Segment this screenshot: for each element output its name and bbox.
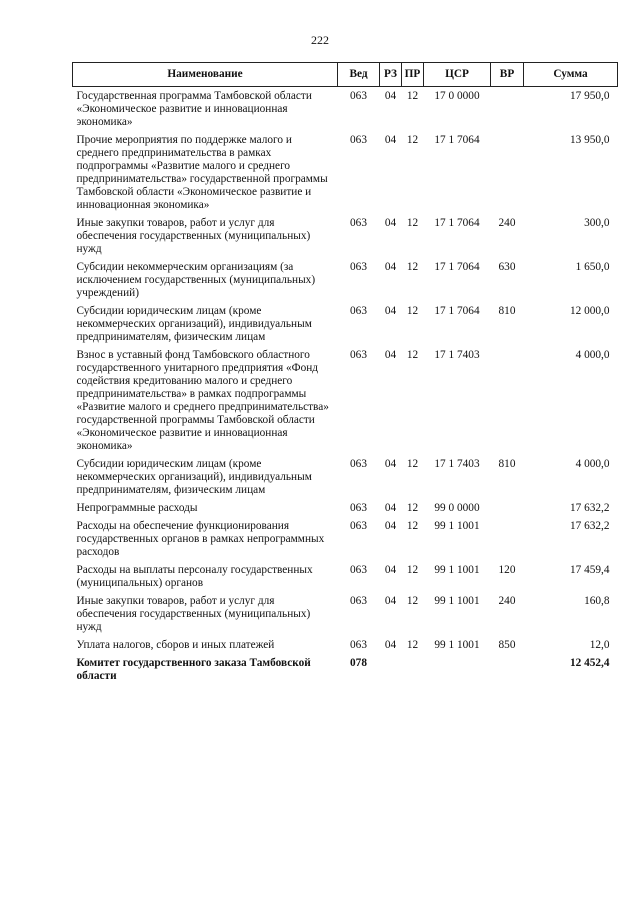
- cell-name: Иные закупки товаров, работ и услуг для обеспечения государственных (муниципальных) нужд: [76, 595, 311, 633]
- cell-csr: 99 1 1001: [434, 595, 480, 607]
- cell-vr: 240: [498, 595, 516, 607]
- cell-vr: [491, 497, 524, 515]
- cell-sum: 160,8: [584, 595, 610, 607]
- cell-ved: 063: [350, 564, 367, 576]
- table-row: [73, 453, 618, 497]
- header-ved: Вед: [338, 63, 380, 87]
- cell-sum: 4 000,0: [575, 349, 610, 361]
- table-header: [73, 63, 618, 87]
- cell-name: Комитет государственного заказа Тамбовской области: [76, 657, 311, 682]
- table-body: [73, 87, 618, 684]
- header-pr: ПР: [402, 63, 424, 87]
- table-row: [73, 300, 618, 344]
- cell-vr: 810: [498, 305, 516, 317]
- cell-csr: 99 1 1001: [434, 639, 480, 651]
- table-row: [73, 87, 618, 130]
- cell-csr: 17 1 7064: [434, 261, 480, 273]
- cell-rz: 04: [384, 349, 397, 361]
- cell-vr: [491, 515, 524, 559]
- cell-name: Субсидии юридическим лицам (кроме некоммерческих организаций), индивидуальным предпринимателям, физическим лицам: [76, 305, 312, 343]
- table-row: [73, 129, 618, 212]
- cell-vr: [491, 652, 524, 683]
- header-csr: ЦСР: [424, 63, 491, 87]
- cell-sum: 4 000,0: [575, 458, 610, 470]
- cell-name: Субсидии юридическим лицам (кроме некоммерческих организаций), индивидуальным предпринимателям, физическим лицам: [76, 458, 312, 496]
- cell-pr: 12: [406, 502, 419, 514]
- cell-pr: 12: [406, 349, 419, 361]
- cell-sum: 1 650,0: [575, 261, 610, 273]
- cell-sum: 17 632,2: [569, 520, 610, 532]
- cell-vr: [491, 344, 524, 453]
- cell-name: Уплата налогов, сборов и иных платежей: [76, 639, 275, 651]
- cell-csr: 17 0 0000: [434, 90, 480, 102]
- table-row: [73, 559, 618, 590]
- table-row: [73, 515, 618, 559]
- cell-csr: 17 1 7064: [434, 217, 480, 229]
- cell-rz: 04: [384, 134, 397, 146]
- cell-pr: 12: [406, 520, 419, 532]
- cell-name: Расходы на выплаты персоналу государственных (муниципальных) органов: [76, 564, 313, 589]
- cell-sum: 300,0: [584, 217, 610, 229]
- cell-sum: 12 000,0: [569, 305, 610, 317]
- cell-sum: 13 950,0: [569, 134, 610, 146]
- cell-ved: 063: [350, 134, 367, 146]
- header-rz: РЗ: [380, 63, 402, 87]
- cell-ved: 063: [350, 90, 367, 102]
- cell-pr: 12: [406, 305, 419, 317]
- cell-vr: 810: [498, 458, 516, 470]
- cell-rz: 04: [384, 217, 397, 229]
- cell-rz: 04: [384, 595, 397, 607]
- cell-name: Расходы на обеспечение функционирования государственных органов в рамках непрограммных расходов: [76, 520, 325, 558]
- cell-ved: 063: [350, 217, 367, 229]
- page-number: 222: [311, 33, 329, 47]
- cell-pr: 12: [406, 134, 419, 146]
- cell-sum: 12,0: [589, 639, 610, 651]
- cell-pr: 12: [406, 564, 419, 576]
- cell-vr: 240: [498, 217, 516, 229]
- table-row: [73, 497, 618, 515]
- table-row: [73, 652, 618, 683]
- cell-rz: 04: [384, 458, 397, 470]
- cell-pr: 12: [406, 261, 419, 273]
- cell-rz: 04: [384, 564, 397, 576]
- cell-pr: 12: [406, 90, 419, 102]
- header-sum: Сумма: [524, 63, 618, 87]
- cell-sum: 17 459,4: [569, 564, 610, 576]
- table-row: [73, 256, 618, 300]
- cell-vr: 630: [498, 261, 516, 273]
- cell-ved: 063: [350, 520, 367, 532]
- cell-pr: [402, 652, 424, 683]
- cell-rz: 04: [384, 90, 397, 102]
- cell-ved: 063: [350, 502, 367, 514]
- cell-csr: 99 1 1001: [434, 520, 480, 532]
- cell-csr: 17 1 7403: [434, 349, 480, 361]
- cell-csr: 17 1 7064: [434, 305, 480, 317]
- cell-vr: 850: [498, 639, 516, 651]
- header-vr: ВР: [491, 63, 524, 87]
- cell-sum: 17 632,2: [569, 502, 610, 514]
- cell-rz: 04: [384, 261, 397, 273]
- cell-name: Иные закупки товаров, работ и услуг для обеспечения государственных (муниципальных) нужд: [76, 217, 311, 255]
- header-name: Наименование: [73, 63, 338, 87]
- cell-name: Государственная программа Тамбовской области «Экономическое развитие и инновационная экономика»: [76, 90, 312, 128]
- cell-name: Взнос в уставный фонд Тамбовского областного государственного унитарного предприятия «Фонд содействия кредитованию малого и среднего предпринимательства» в рамках подпрограммы «Развитие малого и среднего предпринимательства» государственной программы Тамбовской области «Экономическое развитие и инновационная экономика»: [76, 349, 329, 452]
- table-row: [73, 634, 618, 652]
- cell-vr: [491, 129, 524, 212]
- cell-csr: [424, 652, 491, 683]
- cell-csr: 17 1 7403: [434, 458, 480, 470]
- cell-ved: 063: [350, 261, 367, 273]
- cell-csr: 99 0 0000: [434, 502, 480, 514]
- cell-rz: 04: [384, 520, 397, 532]
- cell-pr: 12: [406, 639, 419, 651]
- cell-pr: 12: [406, 458, 419, 470]
- budget-table: [72, 62, 618, 683]
- cell-ved: 063: [350, 305, 367, 317]
- cell-rz: [380, 652, 402, 683]
- cell-csr: 17 1 7064: [434, 134, 480, 146]
- cell-rz: 04: [384, 502, 397, 514]
- table-row: [73, 344, 618, 453]
- cell-name: Прочие мероприятия по поддержке малого и среднего предпринимательства в рамках подпрограммы «Развитие малого и среднего предпринимательства» государственной программы Тамбовской области «Экономическое развитие и инновационная экономика»: [76, 134, 328, 211]
- cell-name: Непрограммные расходы: [76, 502, 198, 514]
- cell-ved: 063: [350, 458, 367, 470]
- header-row: [73, 63, 618, 87]
- cell-sum: 12 452,4: [569, 657, 610, 669]
- cell-ved: 063: [350, 595, 367, 607]
- cell-ved: 063: [350, 639, 367, 651]
- cell-rz: 04: [384, 305, 397, 317]
- cell-pr: 12: [406, 217, 419, 229]
- cell-ved: 078: [350, 657, 367, 669]
- cell-ved: 063: [350, 349, 367, 361]
- cell-rz: 04: [384, 639, 397, 651]
- cell-vr: [491, 87, 524, 130]
- cell-pr: 12: [406, 595, 419, 607]
- cell-csr: 99 1 1001: [434, 564, 480, 576]
- table-row: [73, 212, 618, 256]
- cell-sum: 17 950,0: [569, 90, 610, 102]
- table-row: [73, 590, 618, 634]
- cell-vr: 120: [498, 564, 516, 576]
- cell-name: Субсидии некоммерческим организациям (за исключением государственных (муниципальных) учреждений): [76, 261, 316, 299]
